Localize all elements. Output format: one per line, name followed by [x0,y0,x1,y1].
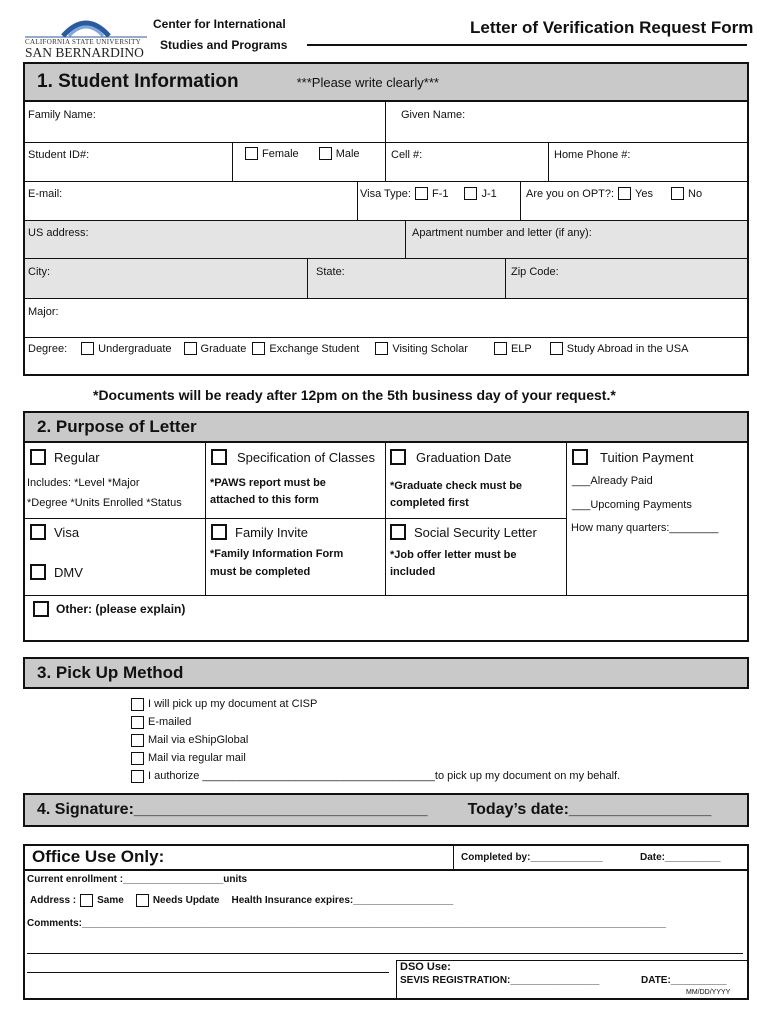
city-field[interactable]: City: [28,266,50,278]
f1-checkbox[interactable] [415,187,428,200]
j1-checkbox[interactable] [464,187,477,200]
grad-date-option [390,449,511,465]
city-row-bg [25,258,747,298]
opt-yes-label: Yes [635,187,653,200]
pickup-email-label: E-mailed [148,716,192,728]
section4-header [23,793,749,827]
row-line [23,220,749,221]
regular-option [30,449,100,465]
section2-header [23,411,749,443]
logo-line1: CALIFORNIA STATE UNIVERSITY [25,38,142,46]
undergraduate-label: Undergraduate [98,342,172,355]
office-title: Office Use Only: [32,847,165,866]
needs-update-checkbox[interactable] [136,894,149,907]
tuition-label: Tuition Payment [600,449,694,465]
visa-type-group [360,187,497,200]
pickup-cisp-checkbox[interactable] [131,698,144,711]
pickup-authorize-checkbox[interactable] [131,770,144,783]
dept-name-line2: Studies and Programs [160,38,288,52]
family-note-2: must be completed [210,566,311,578]
pickup-option [131,767,620,785]
graduate-checkbox[interactable] [184,342,197,355]
date-format-hint: MM/DD/YYYY [686,989,731,996]
form-title: Letter of Verification Request Form [470,18,754,37]
logo-line2: SAN BERNARDINO [25,45,144,60]
visa-option [30,524,79,540]
upcoming-payments-field[interactable]: ___Upcoming Payments [572,499,692,511]
row-line [23,181,749,182]
address-row-bg [25,220,747,258]
section1-header [23,62,749,102]
pickup-option [131,731,620,749]
opt-yes-checkbox[interactable] [618,187,631,200]
comments-field[interactable]: Comments:_________________________________________________________________________________________________________ [27,918,666,929]
dept-name-line1: Center for International [153,17,286,31]
ssn-checkbox[interactable] [390,524,406,540]
insurance-expires-field[interactable]: Health Insurance expires:__________________ [231,895,454,906]
paws-note-2: attached to this form [210,494,319,506]
paws-note-1: *PAWS report must be [210,477,326,489]
university-logo [25,14,147,58]
regular-checkbox[interactable] [30,449,46,465]
grad-note-1: *Graduate check must be [390,480,523,492]
given-name-field[interactable]: Given Name: [401,109,466,121]
dso-date-field[interactable]: DATE:__________ [641,975,727,986]
address-same-label: Same [97,895,124,906]
col-line [385,443,386,595]
row-line [23,298,749,299]
opt-label: Are you on OPT?: [526,187,615,200]
visa-type-label: Visa Type: [360,187,411,200]
col-line [453,844,454,870]
job-note-1: *Job offer letter must be [390,549,517,561]
family-name-field[interactable]: Family Name: [28,109,96,121]
exchange-student-checkbox[interactable] [252,342,265,355]
degree-label: Degree: [28,342,68,355]
other-checkbox[interactable] [33,601,49,617]
degree-group [28,342,688,355]
undergraduate-checkbox[interactable] [81,342,94,355]
col-line [505,258,506,298]
pickup-authorize-label: I authorize ______________________________________to pick up my document on my behalf. [148,770,621,782]
visiting-scholar-checkbox[interactable] [375,342,388,355]
row-line [205,518,567,519]
address-group [30,894,453,907]
section1-box [23,62,749,376]
family-invite-option [211,524,308,540]
pickup-option [131,695,620,713]
cell-phone-field[interactable]: Cell #: [391,149,423,161]
tuition-checkbox[interactable] [572,449,588,465]
section3-title: 3. Pick Up Method [37,663,184,682]
opt-no-checkbox[interactable] [671,187,684,200]
row-line [23,595,749,596]
grad-note-2: completed first [390,497,469,509]
male-label: Male [335,147,360,160]
dso-use-label: DSO Use: [400,961,451,973]
col-line [520,181,521,220]
exchange-student-label: Exchange Student [269,342,360,355]
pickup-options [131,695,620,785]
col-line [205,443,206,595]
zip-code-field[interactable]: Zip Code: [511,266,559,278]
pickup-mail-label: Mail via regular mail [148,752,246,764]
col-line [307,258,308,298]
section1-note: ***Please write clearly*** [296,74,439,90]
row-line [23,518,205,519]
family-note-1: *Family Information Form [210,548,344,560]
grad-date-label: Graduation Date [416,449,512,465]
comment-line [27,972,389,973]
state-field[interactable]: State: [316,266,345,278]
visa-label: Visa [54,524,80,540]
section1-title: 1. Student Information [37,71,239,92]
sevis-registration-field[interactable]: SEVIS REGISTRATION:________________ [400,975,600,986]
female-label: Female [262,147,299,160]
regular-label: Regular [54,449,100,465]
dmv-option [30,564,83,580]
elp-checkbox[interactable] [494,342,507,355]
male-checkbox[interactable] [319,147,332,160]
ssn-label: Social Security Letter [414,524,537,540]
dmv-label: DMV [54,564,83,580]
visiting-scholar-label: Visiting Scholar [392,342,468,355]
family-invite-checkbox[interactable] [211,524,227,540]
col-line [405,220,406,258]
col-line [232,142,233,181]
study-abroad-checkbox[interactable] [550,342,563,355]
grad-date-checkbox[interactable] [390,449,406,465]
needs-update-label: Needs Update [152,895,220,906]
row-line [23,869,749,871]
graduate-label: Graduate [200,342,247,355]
study-abroad-label: Study Abroad in the USA [566,342,689,355]
tuition-option [572,449,693,465]
pickup-email-checkbox[interactable] [131,716,144,729]
spec-classes-label: Specification of Classes [237,449,376,465]
col-line [357,181,358,220]
pickup-option [131,713,620,731]
other-label: Other: (please explain) [56,602,186,616]
quarters-field[interactable]: How many quarters:________ [571,522,719,534]
ready-notice: *Documents will be ready after 12pm on the 5th business day of your request.* [93,387,616,403]
ssn-option [390,524,537,540]
elp-label: ELP [510,342,532,355]
female-checkbox[interactable] [245,147,258,160]
section2-title: 2. Purpose of Letter [37,417,197,436]
mountain-logo-icon [25,14,147,38]
office-date-field[interactable]: Date:__________ [640,852,721,863]
col-line [566,443,567,595]
already-paid-field[interactable]: ___Already Paid [572,475,653,487]
job-note-2: included [390,566,436,578]
pickup-eship-checkbox[interactable] [131,734,144,747]
dmv-checkbox[interactable] [30,564,46,580]
opt-no-label: No [688,187,703,200]
student-id-field[interactable]: Student ID#: [28,149,90,161]
visa-checkbox[interactable] [30,524,46,540]
address-same-checkbox[interactable] [80,894,93,907]
current-enrollment-field[interactable]: Current enrollment :__________________units [27,874,248,885]
pickup-mail-checkbox[interactable] [131,752,144,765]
j1-label: J-1 [481,187,497,200]
spec-classes-checkbox[interactable] [211,449,227,465]
row-line [23,337,749,338]
other-option [33,601,185,617]
apartment-field[interactable]: Apartment number and letter (if any): [412,227,592,239]
signature-field[interactable]: 4. Signature:_________________________________ [37,801,428,818]
regular-includes-1: Includes: *Level *Major [27,477,140,489]
major-field[interactable]: Major: [28,306,59,318]
col-line [548,142,549,181]
gender-group [245,147,360,160]
col-line [385,102,386,181]
header-rule [307,44,747,46]
completed-by-field[interactable]: Completed by:_____________ [461,852,603,863]
family-invite-label: Family Invite [235,524,308,540]
pickup-option [131,749,620,767]
row-line [23,142,749,143]
us-address-field[interactable]: US address: [28,227,89,239]
section3-header [23,657,749,689]
row-line [23,258,749,259]
f1-label: F-1 [431,187,449,200]
address-label: Address : [30,895,77,906]
opt-group [526,187,702,200]
todays-date-field[interactable]: Today’s date:________________ [467,801,712,818]
comment-line [27,953,743,954]
email-field[interactable]: E-mail: [28,188,63,200]
home-phone-field[interactable]: Home Phone #: [554,149,631,161]
pickup-eship-label: Mail via eShipGlobal [148,734,249,746]
spec-classes-option [211,449,375,465]
pickup-cisp-label: I will pick up my document at CISP [148,698,318,710]
regular-includes-2: *Degree *Units Enrolled *Status [27,497,182,509]
